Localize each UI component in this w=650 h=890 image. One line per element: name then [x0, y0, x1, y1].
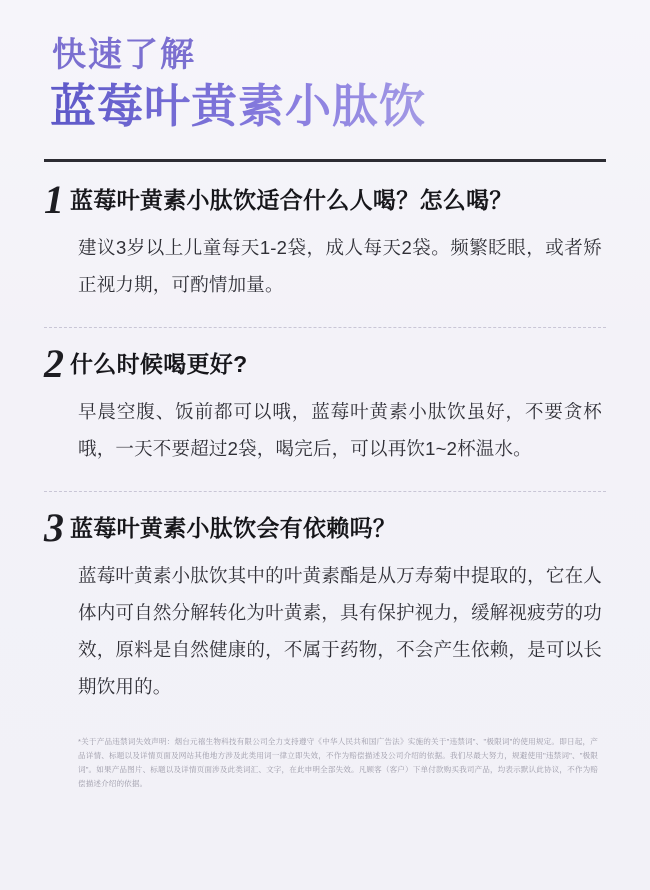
qa-question: 蓝莓叶黄素小肽饮适合什么人喝？怎么喝？	[70, 186, 513, 213]
qa-number: 1	[44, 176, 64, 222]
qa-divider-2	[44, 491, 606, 492]
qa-item-2	[44, 332, 606, 471]
header-rule	[44, 159, 606, 162]
qa-item-3	[44, 496, 606, 709]
qa-number: 2	[44, 340, 64, 386]
page-header	[44, 36, 606, 133]
qa-heading	[44, 340, 606, 386]
qa-answer: 蓝莓叶黄素小肽饮其中的叶黄素酯是从万寿菊中提取的，它在人体内可自然分解转化为叶黄素，具有保护视力，缓解视疲劳的功效，原料是自然健康的，不属于药物，不会产生依赖，是可以长期饮用的。	[78, 564, 602, 697]
qa-divider-1	[44, 327, 606, 328]
qa-answer: 建议3岁以上儿童每天1-2袋，成人每天2袋。频繁眨眼，或者矫正视力期，可酌情加量。	[78, 236, 602, 295]
qa-question: 什么时候喝更好?	[70, 350, 248, 377]
legal-disclaimer: *关于产品违禁词失效声明：烟台元禧生物科技有限公司全力支持遵守《中华人民共和国广告法》实施的关于"违禁词"、"极限词"的使用规定。即日起，产品详情、标题以及详情页面及网站其他地方涉及此类用词一律立即失效，不作为赔偿描述及公司介绍的依据。我们尽最大努力，规避使用"违禁词"、"极限词"。如果产品图片、标题以及详情页面涉及此类词汇、文字，在此申明全部失效。凡顾客（客户）下单付款购买我司产品，均表示默认此协议，不作为赔偿描述介绍的依据。	[78, 736, 598, 788]
qa-number: 3	[44, 504, 64, 550]
qa-answer: 早晨空腹、饭前都可以哦，蓝莓叶黄素小肽饮虽好，不要贪杯哦，一天不要超过2袋，喝完后，可以再饮1~2杯温水。	[78, 400, 602, 459]
qa-question: 蓝莓叶黄素小肽饮会有依赖吗？	[70, 514, 397, 541]
page-kicker: 快速了解	[52, 36, 196, 74]
qa-heading	[44, 504, 606, 550]
page-title: 蓝莓叶黄素小肽饮	[50, 81, 606, 133]
qa-heading	[44, 176, 606, 222]
qa-item-1	[44, 168, 606, 307]
